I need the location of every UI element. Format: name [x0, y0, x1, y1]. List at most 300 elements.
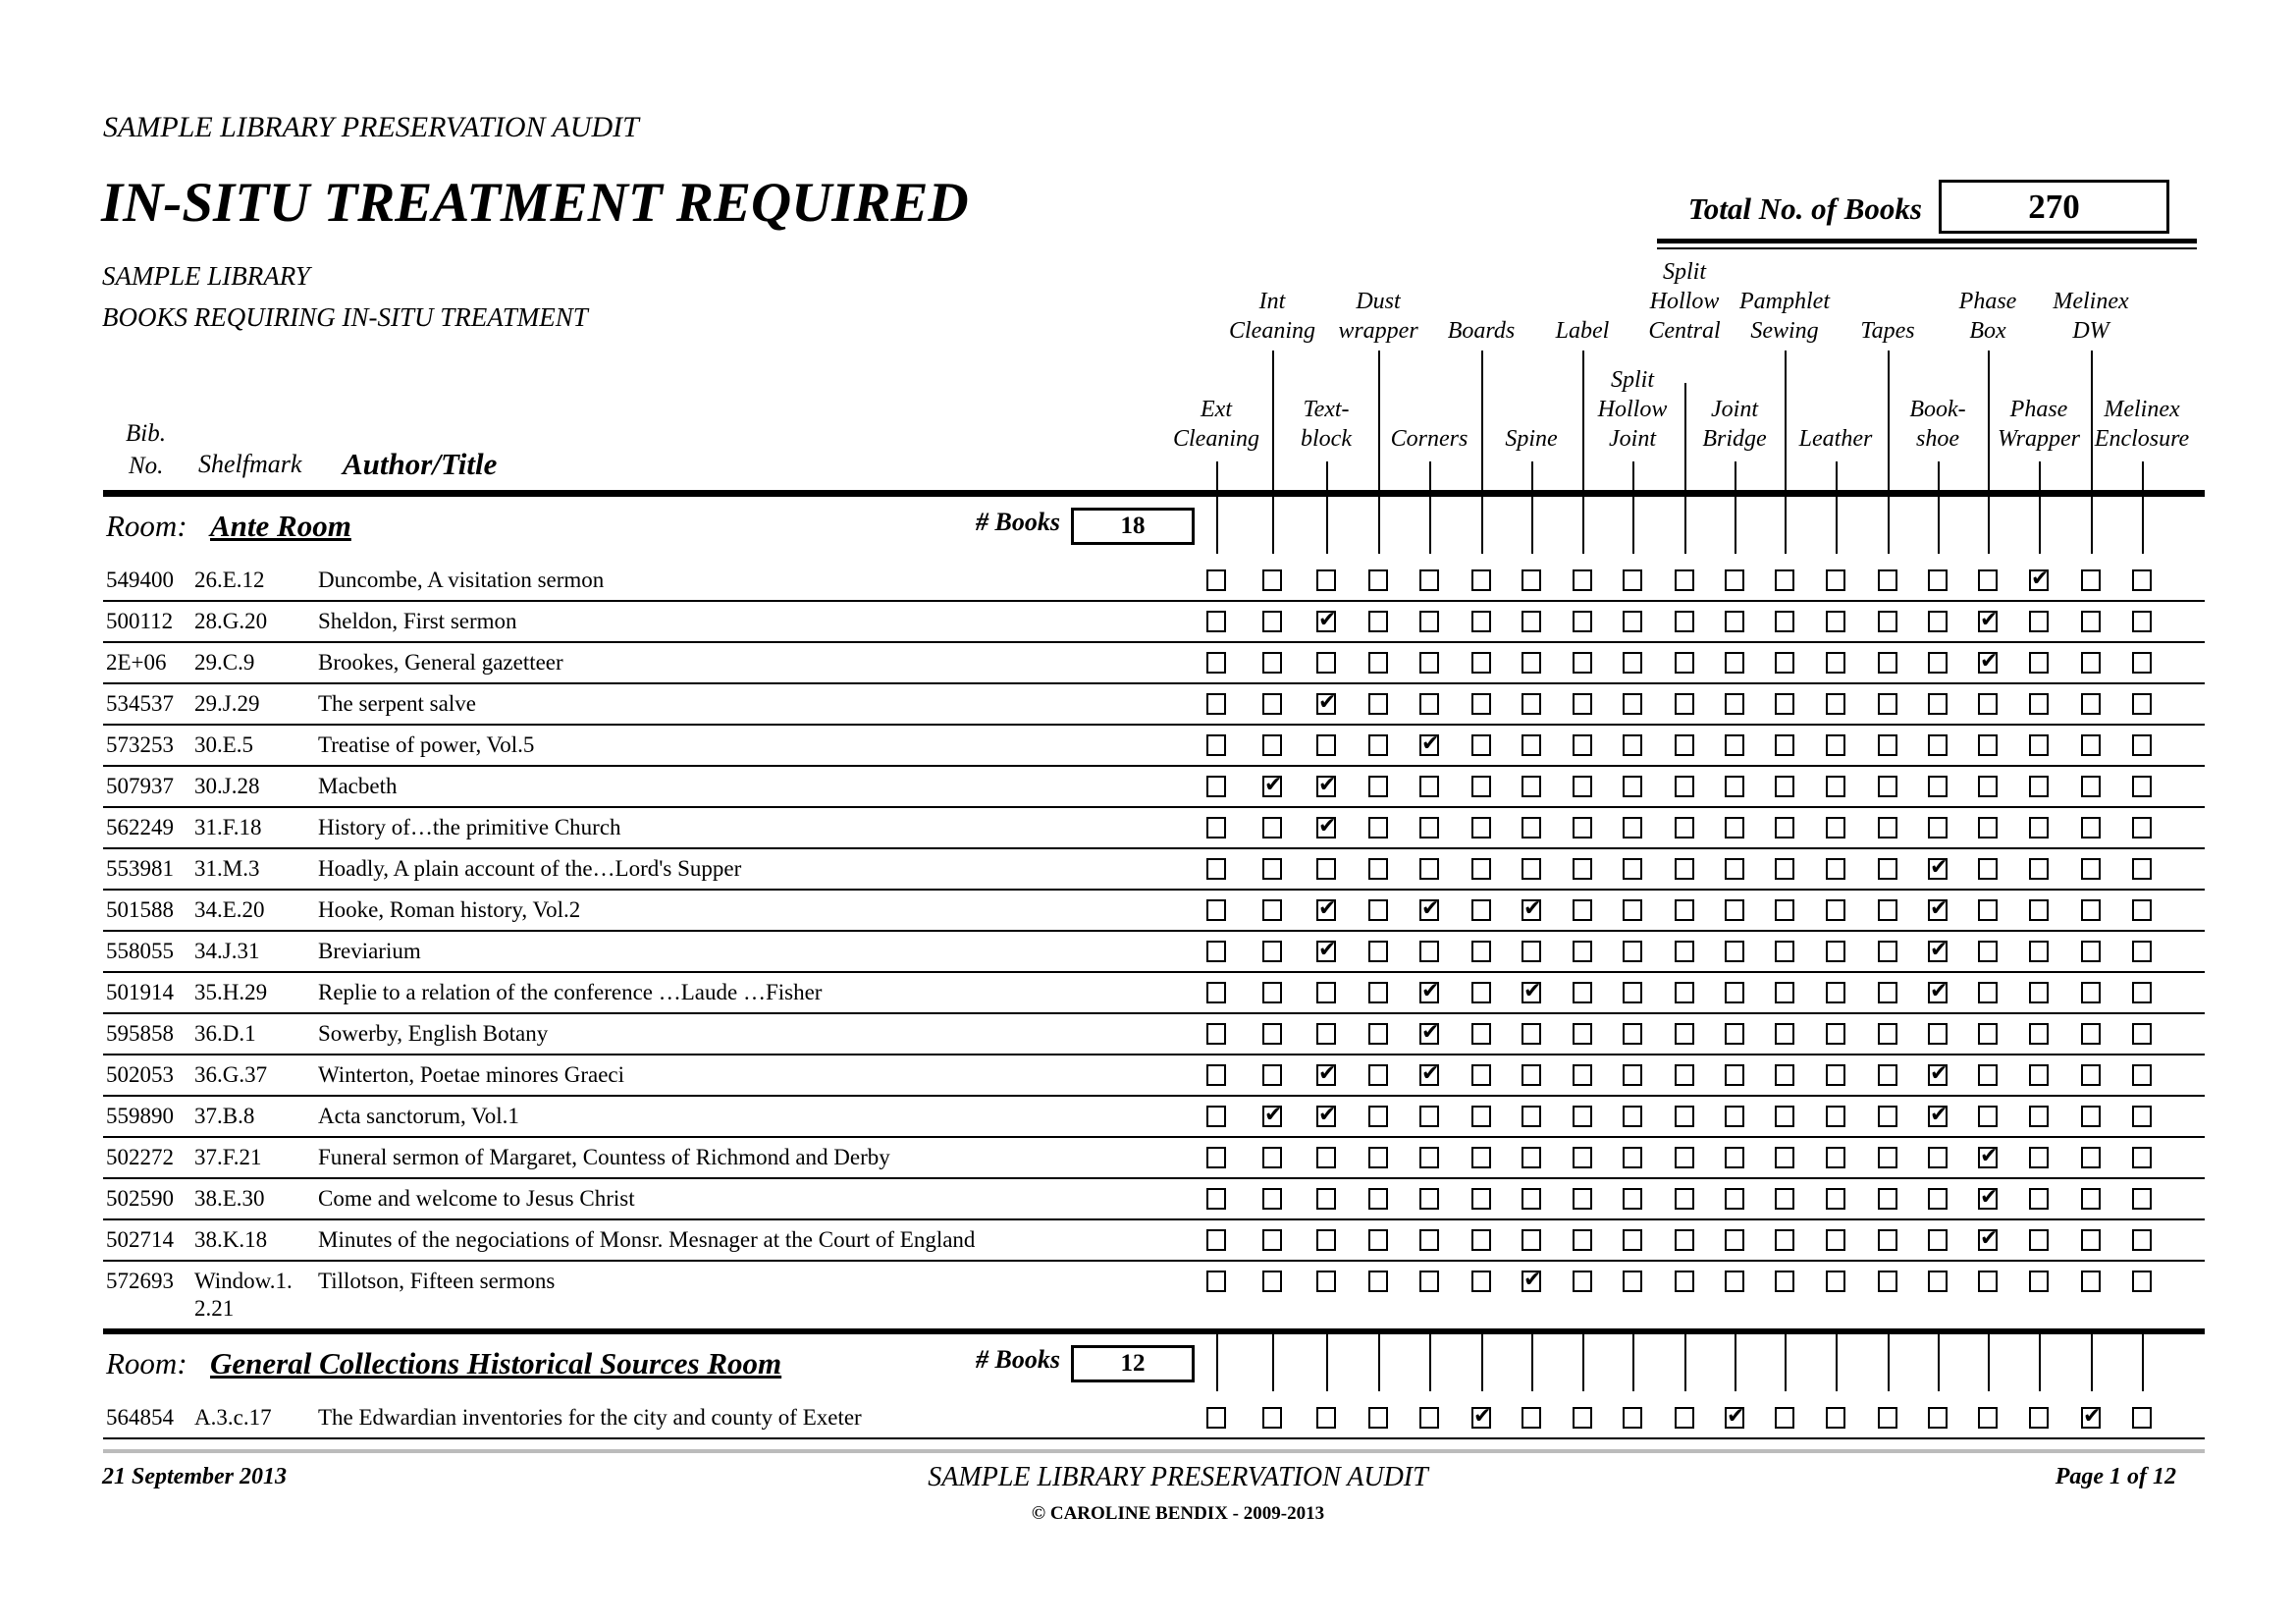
- checkbox[interactable]: [1623, 899, 1642, 921]
- checkbox[interactable]: [1928, 734, 1948, 756]
- checkbox[interactable]: [1623, 982, 1642, 1003]
- checkbox[interactable]: [1368, 1188, 1388, 1210]
- checkbox[interactable]: [1206, 1064, 1226, 1086]
- checkbox[interactable]: [2081, 817, 2101, 839]
- checkbox[interactable]: [1368, 611, 1388, 632]
- checkbox[interactable]: [1368, 693, 1388, 715]
- checkbox[interactable]: [1928, 569, 1948, 591]
- checkbox[interactable]: [2132, 817, 2152, 839]
- checkbox[interactable]: [1725, 1147, 1744, 1168]
- checkbox[interactable]: [2029, 982, 2049, 1003]
- checkbox[interactable]: [1368, 982, 1388, 1003]
- checkbox[interactable]: [1573, 693, 1592, 715]
- checkbox-checked[interactable]: ✔: [1523, 896, 1542, 921]
- checkbox[interactable]: [1928, 1407, 1948, 1429]
- checkbox[interactable]: [1878, 1147, 1897, 1168]
- checkbox[interactable]: [1623, 1147, 1642, 1168]
- checkbox[interactable]: [2029, 1229, 2049, 1251]
- checkbox[interactable]: [1826, 817, 1845, 839]
- checkbox[interactable]: [1725, 817, 1744, 839]
- checkbox[interactable]: [1675, 776, 1694, 797]
- checkbox[interactable]: [1573, 652, 1592, 674]
- checkbox[interactable]: [1419, 941, 1439, 962]
- checkbox[interactable]: [1206, 776, 1226, 797]
- checkbox[interactable]: [1675, 899, 1694, 921]
- checkbox[interactable]: [1471, 817, 1491, 839]
- checkbox[interactable]: [1775, 1106, 1794, 1127]
- checkbox[interactable]: [1878, 652, 1897, 674]
- checkbox[interactable]: [1978, 1407, 1998, 1429]
- checkbox[interactable]: [2081, 1229, 2101, 1251]
- checkbox-checked[interactable]: ✔: [1318, 896, 1337, 921]
- checkbox[interactable]: [2029, 693, 2049, 715]
- checkbox[interactable]: [1522, 941, 1541, 962]
- checkbox[interactable]: [2132, 941, 2152, 962]
- checkbox[interactable]: [1368, 734, 1388, 756]
- checkbox[interactable]: [1675, 693, 1694, 715]
- checkbox[interactable]: [1573, 982, 1592, 1003]
- checkbox[interactable]: [1573, 1229, 1592, 1251]
- checkbox[interactable]: [1878, 1407, 1897, 1429]
- checkbox[interactable]: [1316, 1271, 1336, 1292]
- checkbox[interactable]: [1878, 858, 1897, 880]
- checkbox[interactable]: [1368, 1407, 1388, 1429]
- checkbox[interactable]: [1623, 693, 1642, 715]
- checkbox[interactable]: [1522, 1106, 1541, 1127]
- checkbox[interactable]: [1928, 693, 1948, 715]
- checkbox[interactable]: [2132, 982, 2152, 1003]
- checkbox[interactable]: [1675, 652, 1694, 674]
- checkbox[interactable]: [2132, 1064, 2152, 1086]
- checkbox-checked[interactable]: ✔: [1523, 1268, 1542, 1292]
- checkbox-checked[interactable]: ✔: [1318, 1103, 1337, 1127]
- checkbox[interactable]: [1316, 734, 1336, 756]
- checkbox[interactable]: [1978, 1023, 1998, 1045]
- checkbox[interactable]: [1775, 611, 1794, 632]
- checkbox[interactable]: [1419, 858, 1439, 880]
- checkbox[interactable]: [1878, 1229, 1897, 1251]
- checkbox[interactable]: [1675, 1271, 1694, 1292]
- checkbox[interactable]: [1725, 1229, 1744, 1251]
- checkbox[interactable]: [1262, 1407, 1282, 1429]
- checkbox-checked[interactable]: ✔: [1318, 938, 1337, 962]
- checkbox[interactable]: [1206, 734, 1226, 756]
- checkbox[interactable]: [1262, 1271, 1282, 1292]
- checkbox[interactable]: [1262, 734, 1282, 756]
- checkbox[interactable]: [1725, 982, 1744, 1003]
- checkbox[interactable]: [1471, 611, 1491, 632]
- checkbox[interactable]: [1471, 1106, 1491, 1127]
- checkbox[interactable]: [1878, 941, 1897, 962]
- checkbox[interactable]: [1262, 1064, 1282, 1086]
- checkbox[interactable]: [1573, 776, 1592, 797]
- checkbox[interactable]: [1471, 1188, 1491, 1210]
- checkbox[interactable]: [2029, 899, 2049, 921]
- checkbox[interactable]: [1368, 569, 1388, 591]
- checkbox[interactable]: [1878, 734, 1897, 756]
- checkbox[interactable]: [1675, 1064, 1694, 1086]
- checkbox[interactable]: [2132, 569, 2152, 591]
- checkbox[interactable]: [1573, 1407, 1592, 1429]
- checkbox[interactable]: [1316, 982, 1336, 1003]
- checkbox[interactable]: [1262, 611, 1282, 632]
- checkbox[interactable]: [1826, 899, 1845, 921]
- checkbox[interactable]: [1623, 1106, 1642, 1127]
- checkbox-checked[interactable]: ✔: [1523, 979, 1542, 1003]
- checkbox[interactable]: [2029, 1271, 2049, 1292]
- checkbox[interactable]: [1775, 899, 1794, 921]
- checkbox[interactable]: [1675, 1147, 1694, 1168]
- checkbox[interactable]: [1775, 569, 1794, 591]
- checkbox-checked[interactable]: ✔: [1318, 814, 1337, 839]
- checkbox[interactable]: [1928, 652, 1948, 674]
- checkbox[interactable]: [1775, 982, 1794, 1003]
- checkbox[interactable]: [1368, 941, 1388, 962]
- checkbox[interactable]: [1573, 899, 1592, 921]
- checkbox[interactable]: [1623, 776, 1642, 797]
- checkbox[interactable]: [1262, 1147, 1282, 1168]
- checkbox[interactable]: [1522, 611, 1541, 632]
- checkbox[interactable]: [1419, 817, 1439, 839]
- checkbox[interactable]: [1206, 1147, 1226, 1168]
- checkbox[interactable]: [1675, 1229, 1694, 1251]
- checkbox[interactable]: [2029, 1106, 2049, 1127]
- checkbox[interactable]: [1419, 776, 1439, 797]
- checkbox[interactable]: [1928, 1023, 1948, 1045]
- checkbox[interactable]: [2081, 1188, 2101, 1210]
- checkbox-checked[interactable]: ✔: [1421, 1061, 1440, 1086]
- checkbox[interactable]: [1978, 1064, 1998, 1086]
- checkbox[interactable]: [1368, 899, 1388, 921]
- checkbox[interactable]: [1471, 941, 1491, 962]
- checkbox[interactable]: [2132, 734, 2152, 756]
- checkbox[interactable]: [1419, 1188, 1439, 1210]
- checkbox[interactable]: [1522, 1023, 1541, 1045]
- checkbox[interactable]: [1316, 1188, 1336, 1210]
- checkbox[interactable]: [2132, 1106, 2152, 1127]
- checkbox[interactable]: [1775, 941, 1794, 962]
- checkbox[interactable]: [1623, 941, 1642, 962]
- checkbox[interactable]: [1573, 1188, 1592, 1210]
- checkbox[interactable]: [1522, 569, 1541, 591]
- checkbox[interactable]: [2029, 776, 2049, 797]
- checkbox[interactable]: [1725, 734, 1744, 756]
- checkbox-checked[interactable]: ✔: [1980, 1144, 1999, 1168]
- checkbox[interactable]: [1675, 817, 1694, 839]
- checkbox-checked[interactable]: ✔: [1930, 1061, 1949, 1086]
- checkbox[interactable]: [1978, 858, 1998, 880]
- checkbox[interactable]: [1623, 734, 1642, 756]
- checkbox[interactable]: [1471, 899, 1491, 921]
- checkbox[interactable]: [1725, 858, 1744, 880]
- checkbox[interactable]: [1522, 1147, 1541, 1168]
- checkbox[interactable]: [1368, 817, 1388, 839]
- checkbox[interactable]: [2132, 1407, 2152, 1429]
- checkbox[interactable]: [1471, 1229, 1491, 1251]
- checkbox[interactable]: [2029, 652, 2049, 674]
- checkbox[interactable]: [1878, 899, 1897, 921]
- checkbox[interactable]: [1725, 693, 1744, 715]
- checkbox[interactable]: [1206, 1023, 1226, 1045]
- checkbox[interactable]: [1316, 1229, 1336, 1251]
- checkbox[interactable]: [2132, 858, 2152, 880]
- checkbox[interactable]: [1878, 1023, 1897, 1045]
- checkbox[interactable]: [2081, 611, 2101, 632]
- checkbox[interactable]: [1206, 569, 1226, 591]
- checkbox-checked[interactable]: ✔: [1980, 1226, 1999, 1251]
- checkbox[interactable]: [1675, 858, 1694, 880]
- checkbox[interactable]: [1623, 1188, 1642, 1210]
- checkbox[interactable]: [1262, 858, 1282, 880]
- checkbox[interactable]: [2081, 1147, 2101, 1168]
- checkbox[interactable]: [2081, 1271, 2101, 1292]
- checkbox-checked[interactable]: ✔: [1421, 1020, 1440, 1045]
- checkbox[interactable]: [1978, 982, 1998, 1003]
- checkbox[interactable]: [1471, 1023, 1491, 1045]
- checkbox[interactable]: [1522, 693, 1541, 715]
- checkbox[interactable]: [1262, 899, 1282, 921]
- checkbox[interactable]: [1206, 1407, 1226, 1429]
- checkbox[interactable]: [2081, 776, 2101, 797]
- checkbox[interactable]: [1573, 1271, 1592, 1292]
- checkbox[interactable]: [1928, 1147, 1948, 1168]
- checkbox[interactable]: [1262, 982, 1282, 1003]
- checkbox[interactable]: [1826, 1147, 1845, 1168]
- checkbox[interactable]: [1419, 569, 1439, 591]
- checkbox[interactable]: [1775, 858, 1794, 880]
- checkbox[interactable]: [1725, 941, 1744, 962]
- checkbox[interactable]: [2081, 941, 2101, 962]
- checkbox[interactable]: [1878, 611, 1897, 632]
- checkbox[interactable]: [1826, 693, 1845, 715]
- checkbox[interactable]: [1316, 858, 1336, 880]
- checkbox[interactable]: [1522, 776, 1541, 797]
- checkbox[interactable]: [1826, 1188, 1845, 1210]
- checkbox[interactable]: [1522, 1064, 1541, 1086]
- checkbox[interactable]: [1471, 1064, 1491, 1086]
- checkbox[interactable]: [2132, 693, 2152, 715]
- checkbox[interactable]: [1826, 569, 1845, 591]
- checkbox[interactable]: [1928, 776, 1948, 797]
- checkbox[interactable]: [2132, 1147, 2152, 1168]
- checkbox[interactable]: [2132, 1229, 2152, 1251]
- checkbox[interactable]: [1775, 817, 1794, 839]
- checkbox[interactable]: [1826, 611, 1845, 632]
- checkbox[interactable]: [1419, 693, 1439, 715]
- checkbox[interactable]: [1262, 693, 1282, 715]
- checkbox[interactable]: [1775, 1188, 1794, 1210]
- checkbox[interactable]: [2029, 817, 2049, 839]
- checkbox[interactable]: [2029, 734, 2049, 756]
- checkbox[interactable]: [2029, 858, 2049, 880]
- checkbox[interactable]: [2132, 776, 2152, 797]
- checkbox[interactable]: [1522, 1188, 1541, 1210]
- checkbox[interactable]: [2132, 652, 2152, 674]
- checkbox[interactable]: [1623, 1271, 1642, 1292]
- checkbox[interactable]: [1316, 652, 1336, 674]
- checkbox[interactable]: [1206, 693, 1226, 715]
- checkbox[interactable]: [1262, 941, 1282, 962]
- checkbox[interactable]: [1775, 1229, 1794, 1251]
- checkbox[interactable]: [2132, 1271, 2152, 1292]
- checkbox[interactable]: [1573, 817, 1592, 839]
- checkbox[interactable]: [1206, 1271, 1226, 1292]
- checkbox[interactable]: [1978, 1271, 1998, 1292]
- checkbox[interactable]: [1419, 1271, 1439, 1292]
- checkbox[interactable]: [2081, 1064, 2101, 1086]
- checkbox[interactable]: [1316, 569, 1336, 591]
- checkbox[interactable]: [1471, 858, 1491, 880]
- checkbox[interactable]: [1471, 734, 1491, 756]
- checkbox[interactable]: [1775, 1064, 1794, 1086]
- checkbox[interactable]: [1878, 569, 1897, 591]
- checkbox[interactable]: [2081, 899, 2101, 921]
- checkbox[interactable]: [1262, 1023, 1282, 1045]
- checkbox[interactable]: [1928, 1229, 1948, 1251]
- checkbox[interactable]: [1471, 652, 1491, 674]
- checkbox[interactable]: [1206, 941, 1226, 962]
- checkbox[interactable]: [1522, 652, 1541, 674]
- checkbox[interactable]: [1675, 982, 1694, 1003]
- checkbox[interactable]: [1573, 858, 1592, 880]
- checkbox-checked[interactable]: ✔: [1980, 1185, 1999, 1210]
- checkbox[interactable]: [2081, 652, 2101, 674]
- checkbox[interactable]: [2132, 1188, 2152, 1210]
- checkbox[interactable]: [2029, 611, 2049, 632]
- checkbox[interactable]: [1262, 652, 1282, 674]
- checkbox[interactable]: [1878, 693, 1897, 715]
- checkbox[interactable]: [1675, 611, 1694, 632]
- checkbox[interactable]: [1978, 941, 1998, 962]
- checkbox[interactable]: [1928, 1271, 1948, 1292]
- checkbox[interactable]: [1262, 1229, 1282, 1251]
- checkbox[interactable]: [1878, 982, 1897, 1003]
- checkbox[interactable]: [1419, 1407, 1439, 1429]
- checkbox[interactable]: [1725, 611, 1744, 632]
- checkbox[interactable]: [1522, 817, 1541, 839]
- checkbox[interactable]: [1725, 1064, 1744, 1086]
- checkbox[interactable]: [2081, 982, 2101, 1003]
- checkbox[interactable]: [1826, 1229, 1845, 1251]
- checkbox[interactable]: [1725, 1023, 1744, 1045]
- checkbox[interactable]: [1826, 1106, 1845, 1127]
- checkbox[interactable]: [1206, 1106, 1226, 1127]
- checkbox[interactable]: [1826, 1271, 1845, 1292]
- checkbox[interactable]: [1522, 734, 1541, 756]
- checkbox[interactable]: [1978, 899, 1998, 921]
- checkbox-checked[interactable]: ✔: [1264, 1103, 1283, 1127]
- checkbox[interactable]: [1675, 941, 1694, 962]
- checkbox[interactable]: [1573, 734, 1592, 756]
- checkbox[interactable]: [1206, 611, 1226, 632]
- checkbox[interactable]: [1878, 1271, 1897, 1292]
- checkbox[interactable]: [1419, 652, 1439, 674]
- checkbox[interactable]: [1206, 1229, 1226, 1251]
- checkbox[interactable]: [1471, 693, 1491, 715]
- checkbox[interactable]: [2132, 611, 2152, 632]
- checkbox[interactable]: [1206, 899, 1226, 921]
- checkbox[interactable]: [2029, 1188, 2049, 1210]
- checkbox-checked[interactable]: ✔: [1318, 608, 1337, 632]
- checkbox[interactable]: [1262, 569, 1282, 591]
- checkbox[interactable]: [1675, 1106, 1694, 1127]
- checkbox-checked[interactable]: ✔: [1318, 1061, 1337, 1086]
- checkbox-checked[interactable]: ✔: [2083, 1404, 2102, 1429]
- checkbox[interactable]: [1573, 569, 1592, 591]
- checkbox[interactable]: [1623, 569, 1642, 591]
- checkbox[interactable]: [1675, 734, 1694, 756]
- checkbox[interactable]: [1826, 652, 1845, 674]
- checkbox-checked[interactable]: ✔: [1980, 608, 1999, 632]
- checkbox[interactable]: [2081, 734, 2101, 756]
- checkbox[interactable]: [1316, 1147, 1336, 1168]
- checkbox[interactable]: [1725, 899, 1744, 921]
- checkbox-checked[interactable]: ✔: [1930, 1103, 1949, 1127]
- checkbox-checked[interactable]: ✔: [1264, 773, 1283, 797]
- checkbox[interactable]: [1775, 652, 1794, 674]
- checkbox[interactable]: [1573, 1023, 1592, 1045]
- checkbox[interactable]: [2081, 858, 2101, 880]
- checkbox-checked[interactable]: ✔: [1421, 731, 1440, 756]
- checkbox[interactable]: [1623, 611, 1642, 632]
- checkbox[interactable]: [1878, 776, 1897, 797]
- checkbox[interactable]: [2029, 941, 2049, 962]
- checkbox[interactable]: [1206, 982, 1226, 1003]
- checkbox[interactable]: [1623, 858, 1642, 880]
- checkbox[interactable]: [1573, 611, 1592, 632]
- checkbox[interactable]: [1419, 611, 1439, 632]
- checkbox[interactable]: [1623, 652, 1642, 674]
- checkbox-checked[interactable]: ✔: [1421, 896, 1440, 921]
- checkbox[interactable]: [1826, 941, 1845, 962]
- checkbox[interactable]: [1826, 1064, 1845, 1086]
- checkbox[interactable]: [1978, 693, 1998, 715]
- checkbox[interactable]: [1978, 817, 1998, 839]
- checkbox[interactable]: [2081, 569, 2101, 591]
- checkbox[interactable]: [1262, 817, 1282, 839]
- checkbox[interactable]: [1878, 1106, 1897, 1127]
- checkbox[interactable]: [1978, 1106, 1998, 1127]
- checkbox[interactable]: [1623, 1407, 1642, 1429]
- checkbox[interactable]: [1725, 776, 1744, 797]
- checkbox[interactable]: [1316, 1023, 1336, 1045]
- checkbox[interactable]: [2029, 1064, 2049, 1086]
- checkbox[interactable]: [1775, 776, 1794, 797]
- checkbox[interactable]: [1573, 1106, 1592, 1127]
- checkbox[interactable]: [1928, 611, 1948, 632]
- checkbox[interactable]: [1368, 858, 1388, 880]
- checkbox[interactable]: [1419, 1106, 1439, 1127]
- checkbox[interactable]: [1368, 776, 1388, 797]
- checkbox-checked[interactable]: ✔: [1727, 1404, 1745, 1429]
- checkbox[interactable]: [2029, 1147, 2049, 1168]
- checkbox[interactable]: [1725, 652, 1744, 674]
- checkbox[interactable]: [1368, 1271, 1388, 1292]
- checkbox[interactable]: [1262, 1188, 1282, 1210]
- checkbox[interactable]: [1675, 1407, 1694, 1429]
- checkbox[interactable]: [1978, 569, 1998, 591]
- checkbox[interactable]: [1928, 817, 1948, 839]
- checkbox[interactable]: [1573, 1147, 1592, 1168]
- checkbox-checked[interactable]: ✔: [1421, 979, 1440, 1003]
- checkbox[interactable]: [1725, 569, 1744, 591]
- checkbox[interactable]: [1725, 1271, 1744, 1292]
- checkbox[interactable]: [2029, 1407, 2049, 1429]
- checkbox[interactable]: [2132, 1023, 2152, 1045]
- checkbox[interactable]: [2029, 1023, 2049, 1045]
- checkbox[interactable]: [1368, 652, 1388, 674]
- checkbox[interactable]: [1978, 776, 1998, 797]
